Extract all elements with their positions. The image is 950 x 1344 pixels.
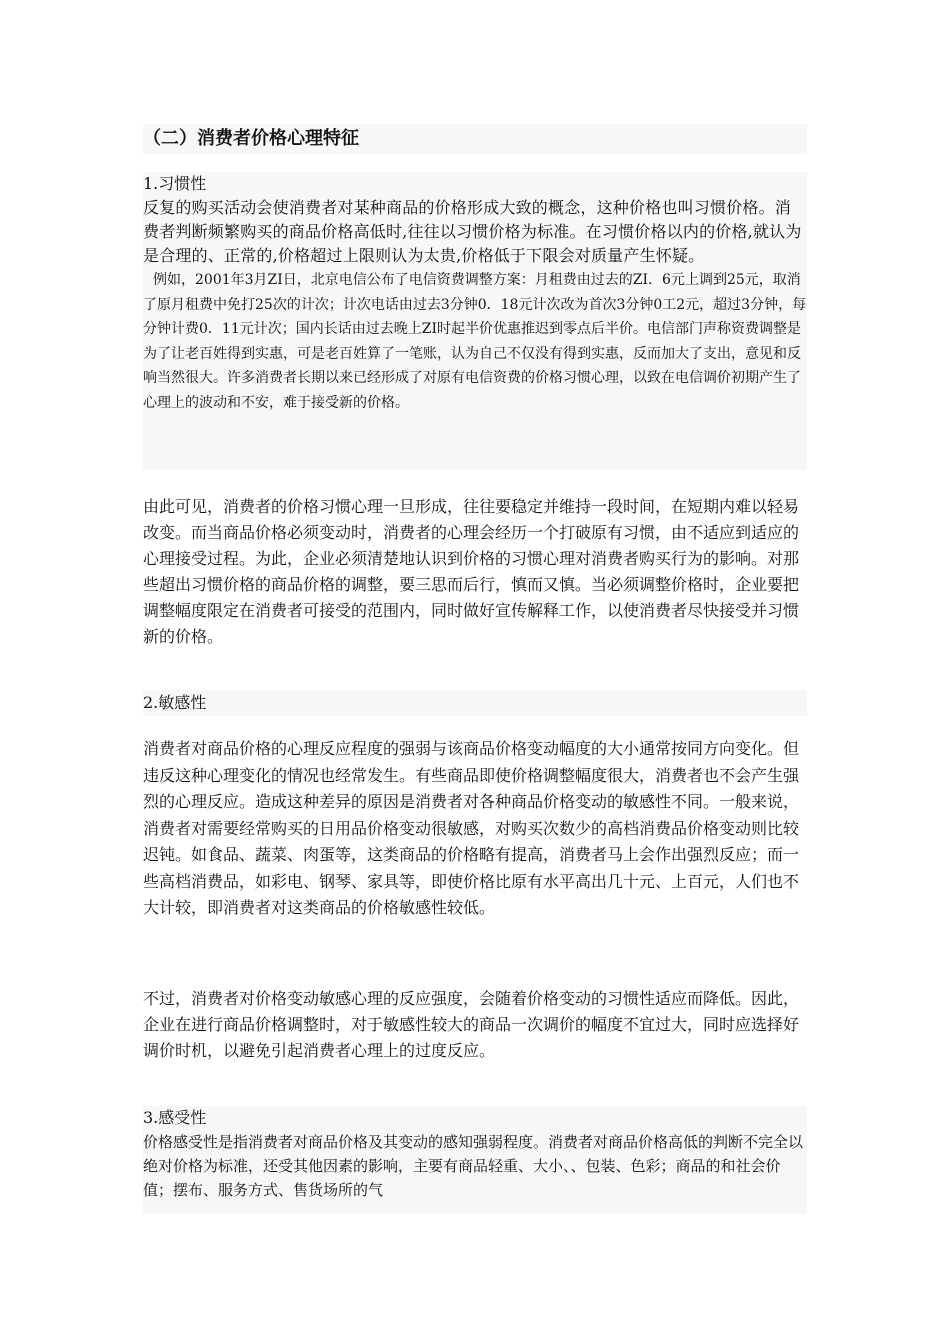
- habit-conclusion: 由此可见，消费者的价格习惯心理一旦形成，往往要稳定并维持一段时间，在短期内难以轻易改变。而当商品价格必须变动时，消费者的心理会经历一个打破原有习惯，由不适应到适应的心理接受过程。为此，企业必须清楚地认识到价格的习惯心理对消费者购买行为的影响。对那些超出习惯价格的商品价格的调整，要三思而后行，慎而又慎。当必须调整价格时，企业要把调整幅度限定在消费者可接受的范围内，同时做好宣传解释工作，以使消费者尽快接受并习惯新的价格。: [143, 497, 800, 646]
- habit-heading: 1.习惯性: [143, 174, 207, 193]
- perception-paragraph: 价格感受性是指消费者对商品价格及其变动的感知强弱程度。消费者对商品价格高低的判断不完全以绝对价格为标准，还受其他因素的影响，主要有商品轻重、大小、、包装、色彩；商品的和社会价值；摆布、服务方式、售货场所的气: [143, 1133, 804, 1199]
- habit-paragraph: 反复的购买活动会使消费者对某种商品的价格形成大致的概念，这种价格也叫习惯价格。消费者判断频繁购买的商品价格高低时,往往以习惯价格为标准。在习惯价格以内的价格,就认为是合理的、正常的,价格超过上限则认为太贵,价格低于下限会对质量产生怀疑。: [143, 198, 802, 265]
- perception-section: [143, 1106, 807, 1214]
- sensitivity-paragraph: 消费者对商品价格的心理反应程度的强弱与该商品价格变动幅度的大小通常按同方向变化。但违反这种心理变化的情况也经常发生。有些商品即使价格调整幅度很大，消费者也不会产生强烈的心理反应。造成这种差异的原因是消费者对各种商品价格变动的敏感性不同。一般来说，消费者对需要经常购买的日用品价格变动很敏感，对购买次数少的高档消费品价格变动则比较迟钝。如食品、蔬菜、肉蛋等，这类商品的价格略有提高，消费者马上会作出强烈反应；而一些高档消费品，如彩电、钢琴、家具等，即使价格比原有水平高出几十元、上百元，人们也不大计较，即消费者对这类商品的价格敏感性较低。: [143, 739, 800, 917]
- habit-section: [143, 172, 807, 470]
- sensitivity-heading: 2.敏感性: [143, 690, 807, 716]
- habit-example: 例如，2001年3月ZI日，北京电信公布了电信资费调整方案：月租费由过去的ZI．6元上调到25元，取消了原月租费中免打25次的计次；计次电话由过去3分钟0．18元计次改为首次3分钟0工2元，超过3分钟，每分钟计费0．11元计次；国内长话由过去晚上ZI时起半价优惠推迟到零点后半价。电信部门声称资费调整是为了让老百姓得到实惠，可是老百姓算了一笔账，认为自己不仅没有得到实惠，反而加大了支出，意见和反响当然很大。许多消费者长期以来已经形成了对原有电信资费的价格习惯心理，以致在电信调价初期产生了心理上的波动和不安，难于接受新的价格。: [143, 272, 807, 411]
- section-title: （二）消费者价格心理特征: [143, 124, 807, 154]
- sensitivity-paragraph-2: 不过，消费者对价格变动敏感心理的反应强度，会随着价格变动的习惯性适应而降低。因此，企业在进行商品价格调整时，对于敏感性较大的商品一次调价的幅度不宜过大，同时应选择好调价时机，以避免引起消费者心理上的过度反应。: [143, 989, 800, 1060]
- perception-heading: 3.感受性: [143, 1108, 207, 1127]
